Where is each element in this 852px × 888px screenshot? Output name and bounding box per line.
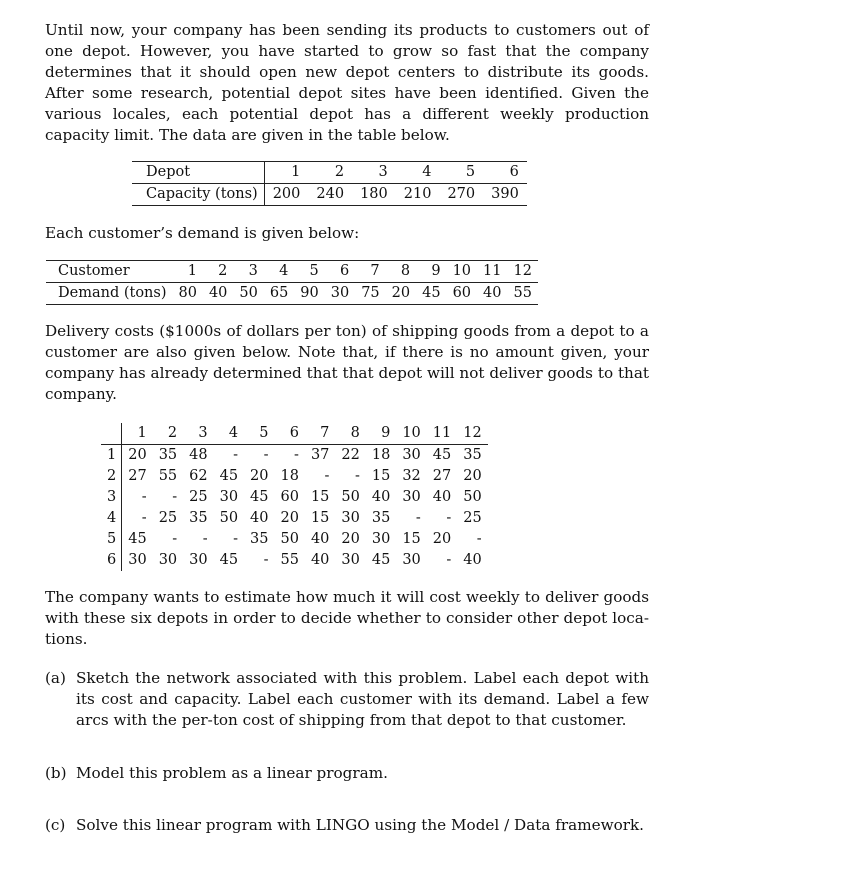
depot-row bbox=[132, 162, 527, 184]
capacity-value: 270 bbox=[447, 186, 476, 202]
cost-cell: - bbox=[233, 531, 239, 547]
cost-cell: 15 bbox=[371, 468, 391, 484]
cost-cell: 40 bbox=[432, 489, 452, 505]
cost-cell: 15 bbox=[310, 489, 330, 505]
cost-cell: 25 bbox=[158, 510, 178, 526]
cost-row bbox=[101, 529, 488, 550]
cost-cell: 25 bbox=[189, 489, 208, 505]
cost-cell: 48 bbox=[189, 447, 208, 463]
customer-number: 6 bbox=[325, 261, 355, 283]
question-text: Sketch the network associated with this problem. Label each depot with its cost and capacity. Label each customer with its demand. Label a few arcs with the per-ton cost of shipping from that depot to that customer. bbox=[76, 669, 649, 729]
cost-cell: 20 bbox=[341, 531, 360, 547]
cost-cell: - bbox=[476, 531, 482, 547]
cost-cell: 50 bbox=[341, 489, 360, 505]
customer-column-header: 11 bbox=[427, 423, 457, 445]
question-b bbox=[45, 763, 649, 784]
cost-cell: 35 bbox=[371, 510, 391, 526]
demand-value: 50 bbox=[239, 285, 258, 301]
customer-column-header: 8 bbox=[335, 423, 365, 445]
cost-cell: 25 bbox=[463, 510, 482, 526]
demand-value: 40 bbox=[483, 285, 502, 301]
cost-cell: 40 bbox=[310, 552, 330, 568]
demand-row bbox=[46, 283, 538, 305]
cost-cell: 30 bbox=[219, 489, 239, 505]
cost-cell: 32 bbox=[402, 468, 421, 484]
demand-value: 65 bbox=[269, 285, 289, 301]
cost-cell: 40 bbox=[371, 489, 391, 505]
cost-cell: - bbox=[233, 447, 239, 463]
cost-cell: 27 bbox=[128, 468, 147, 484]
cost-cell: 20 bbox=[250, 468, 269, 484]
customer-number: 12 bbox=[507, 261, 537, 283]
question-label: (b) bbox=[45, 764, 67, 782]
cost-cell: 35 bbox=[189, 510, 208, 526]
cost-cell: 30 bbox=[341, 510, 360, 526]
customer-number: 8 bbox=[386, 261, 416, 283]
cost-cell: - bbox=[415, 510, 421, 526]
cost-cell: 35 bbox=[463, 447, 482, 463]
customer-column-header: 12 bbox=[457, 423, 487, 445]
cost-row bbox=[101, 550, 488, 571]
depot-number: 2 bbox=[308, 162, 352, 184]
depot-number: 5 bbox=[439, 162, 483, 184]
cost-cell: - bbox=[446, 510, 452, 526]
depot-row-header: 3 bbox=[101, 487, 122, 508]
cost-cell: 37 bbox=[310, 447, 330, 463]
cost-cell: - bbox=[202, 531, 208, 547]
customer-number: 7 bbox=[355, 261, 385, 283]
demand-value: 90 bbox=[300, 285, 319, 301]
depot-row-header: 4 bbox=[101, 508, 122, 529]
demand-value: 45 bbox=[422, 285, 441, 301]
cost-cell: 50 bbox=[219, 510, 239, 526]
customer-demand-table bbox=[46, 260, 538, 305]
cost-cell: 55 bbox=[158, 468, 178, 484]
cost-cell: 22 bbox=[341, 447, 360, 463]
depot-number: 4 bbox=[396, 162, 440, 184]
customer-column-header: 1 bbox=[122, 423, 153, 445]
cost-row bbox=[101, 445, 488, 467]
cost-cell: 55 bbox=[280, 552, 299, 568]
customer-column-header: 6 bbox=[275, 423, 305, 445]
depot-number: 6 bbox=[483, 162, 527, 184]
capacity-value: 240 bbox=[316, 186, 345, 202]
depot-row-label: Depot bbox=[132, 162, 264, 184]
intro-paragraph: Until now, your company has been sending its products to customers out of one depot. However, you have started to grow so fast that the company determines that it should open new depot centers to distribute its goods. After some research, potential depot sites have been identified. Given the various locales, each potential depot has a different weekly production capacity limit. The data are given in the table below. bbox=[45, 21, 649, 144]
cost-cell: 20 bbox=[432, 531, 452, 547]
depot-row-header: 6 bbox=[101, 550, 122, 571]
demand-value: 30 bbox=[330, 285, 350, 301]
capacity-row-label: Capacity (tons) bbox=[132, 184, 264, 206]
cost-cell: - bbox=[263, 447, 269, 463]
cost-cell: - bbox=[141, 489, 147, 505]
cost-cell: 30 bbox=[341, 552, 360, 568]
depot-row-header: 2 bbox=[101, 466, 122, 487]
capacity-value: 210 bbox=[403, 186, 432, 202]
customer-number: 9 bbox=[416, 261, 446, 283]
customer-number: 3 bbox=[233, 261, 263, 283]
capacity-value: 200 bbox=[272, 186, 301, 202]
customer-column-header: 4 bbox=[214, 423, 244, 445]
cost-cell: 45 bbox=[219, 552, 239, 568]
cost-cell: 62 bbox=[189, 468, 208, 484]
estimate-paragraph: The company wants to estimate how much it will cost weekly to deliver goods with these six depots in order to decide whether to consider other depot loca-tions. bbox=[45, 588, 649, 648]
customer-column-header: 9 bbox=[366, 423, 396, 445]
question-list bbox=[45, 668, 649, 731]
cost-cell: 45 bbox=[128, 531, 147, 547]
cost-cell: 30 bbox=[189, 552, 208, 568]
customer-column-header: 7 bbox=[305, 423, 335, 445]
customer-row-label: Customer bbox=[46, 261, 172, 283]
customer-column-header: 10 bbox=[396, 423, 426, 445]
question-list-c bbox=[45, 815, 649, 836]
cost-cell: 18 bbox=[280, 468, 299, 484]
cost-cell: 30 bbox=[402, 447, 421, 463]
cost-row bbox=[101, 466, 488, 487]
demand-value: 60 bbox=[452, 285, 472, 301]
cost-cell: 20 bbox=[128, 447, 147, 463]
question-a bbox=[45, 668, 649, 731]
depot-capacity-table bbox=[132, 161, 527, 206]
cost-intro-paragraph: Delivery costs ($1000s of dollars per ton) of shipping goods from a depot to a customer are also given below. Note that, if there is no amount given, your company has already determined that that depot will not deliver goods to that company. bbox=[45, 322, 649, 403]
cost-cell: - bbox=[354, 468, 360, 484]
customer-number: 5 bbox=[294, 261, 324, 283]
cost-cell: - bbox=[324, 468, 330, 484]
demand-value: 75 bbox=[361, 285, 380, 301]
cost-cell: 50 bbox=[463, 489, 482, 505]
cost-cell: - bbox=[263, 552, 269, 568]
demand-value: 55 bbox=[513, 285, 532, 301]
depot-number: 1 bbox=[264, 162, 308, 184]
cost-cell: 40 bbox=[463, 552, 482, 568]
question-text: Solve this linear program with LINGO using the Model / Data framework. bbox=[76, 816, 645, 834]
cost-header-row bbox=[101, 423, 488, 445]
customer-column-header: 3 bbox=[183, 423, 213, 445]
cost-cell: 40 bbox=[310, 531, 330, 547]
capacity-value: 390 bbox=[491, 186, 519, 202]
cost-cell: 27 bbox=[432, 468, 452, 484]
question-label: (c) bbox=[45, 816, 66, 834]
cost-cell: - bbox=[294, 447, 299, 463]
cost-cell: 30 bbox=[402, 552, 421, 568]
cost-body bbox=[101, 445, 488, 572]
cost-cell: 40 bbox=[250, 510, 269, 526]
customer-number: 11 bbox=[477, 261, 507, 283]
cost-cell: 15 bbox=[310, 510, 330, 526]
demand-value: 20 bbox=[391, 285, 411, 301]
customer-number: 2 bbox=[203, 261, 233, 283]
cost-cell: 30 bbox=[402, 489, 421, 505]
question-list-b bbox=[45, 763, 649, 784]
question-c bbox=[45, 815, 649, 836]
demand-intro: Each customer’s demand is given below: bbox=[45, 224, 360, 242]
capacity-row bbox=[132, 184, 527, 206]
demand-value: 80 bbox=[178, 285, 197, 301]
customer-number: 4 bbox=[264, 261, 294, 283]
cost-cell: 30 bbox=[371, 531, 391, 547]
customer-column-header: 5 bbox=[244, 423, 274, 445]
capacity-value: 180 bbox=[360, 186, 388, 202]
cost-cell: 18 bbox=[371, 447, 391, 463]
cost-cell: 45 bbox=[371, 552, 391, 568]
delivery-cost-table bbox=[101, 423, 488, 571]
cost-cell: 20 bbox=[463, 468, 482, 484]
demand-row-label: Demand (tons) bbox=[58, 285, 167, 301]
question-text: Model this problem as a linear program. bbox=[76, 764, 388, 782]
cost-cell: - bbox=[141, 510, 147, 526]
depot-row-header: 5 bbox=[101, 529, 122, 550]
cost-cell: 45 bbox=[432, 447, 452, 463]
customer-number: 1 bbox=[172, 261, 202, 283]
cost-cell: 60 bbox=[280, 489, 299, 505]
cost-cell: - bbox=[172, 531, 178, 547]
cost-cell: 50 bbox=[280, 531, 299, 547]
cost-cell: - bbox=[172, 489, 178, 505]
cost-cell: 45 bbox=[250, 489, 269, 505]
depot-row-header: 1 bbox=[101, 445, 122, 467]
cost-cell: 30 bbox=[128, 552, 147, 568]
cost-cell: - bbox=[446, 552, 452, 568]
customer-row bbox=[46, 261, 538, 283]
cost-row bbox=[101, 487, 488, 508]
cost-cell: 20 bbox=[280, 510, 299, 526]
corner-cell bbox=[101, 423, 122, 445]
customer-column-header: 2 bbox=[153, 423, 183, 445]
cost-cell: 35 bbox=[158, 447, 178, 463]
cost-cell: 35 bbox=[250, 531, 269, 547]
depot-number: 3 bbox=[352, 162, 396, 184]
cost-cell: 45 bbox=[219, 468, 239, 484]
cost-cell: 30 bbox=[158, 552, 178, 568]
cost-row bbox=[101, 508, 488, 529]
cost-cell: 15 bbox=[402, 531, 421, 547]
question-label: (a) bbox=[45, 669, 66, 687]
demand-value: 40 bbox=[208, 285, 228, 301]
customer-number: 10 bbox=[447, 261, 477, 283]
